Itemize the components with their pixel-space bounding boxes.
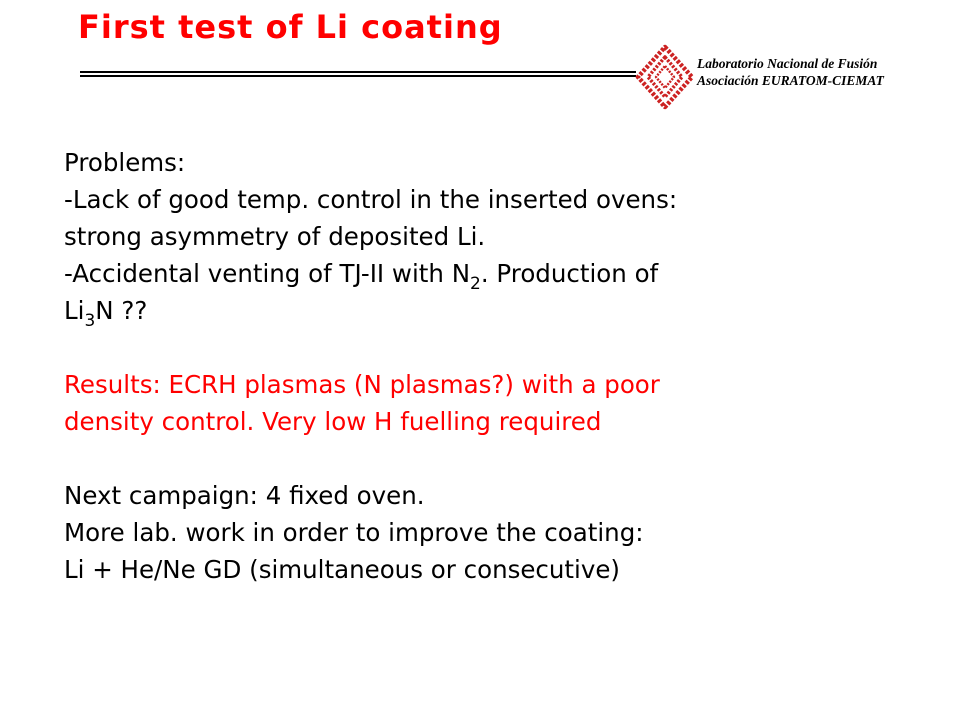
problems-line-1: -Lack of good temp. control in the inserted ovens:: [64, 185, 678, 214]
problems-line-2: strong asymmetry of deposited Li.: [64, 222, 486, 251]
next-line-3: Li + He/Ne GD (simultaneous or consecutive): [64, 555, 620, 584]
results-line-2: density control. Very low H fuelling required: [64, 407, 602, 436]
org-name-line2: Asociación EURATOM-CIEMAT: [697, 73, 884, 88]
org-name-line1: Laboratorio Nacional de Fusión: [697, 56, 878, 71]
problems-heading: Problems:: [64, 148, 186, 177]
results-line-1: Results: ECRH plasmas (N plasmas?) with a poor: [64, 370, 660, 399]
problems-line-3: -Accidental venting of TJ-II with $N_2$. Production of: [64, 259, 659, 294]
problems-line-4: $Li_3N$ ??: [64, 296, 148, 331]
ciemat-logo-icon: [634, 44, 696, 110]
next-line-2: More lab. work in order to improve the coating:: [64, 518, 644, 547]
organization-label: [697, 55, 884, 89]
slide-title: First test of Li coating: [78, 8, 503, 46]
slide-body: [64, 144, 944, 588]
next-line-1: Next campaign: 4 fixed oven.: [64, 481, 425, 510]
title-rule: [80, 71, 636, 77]
